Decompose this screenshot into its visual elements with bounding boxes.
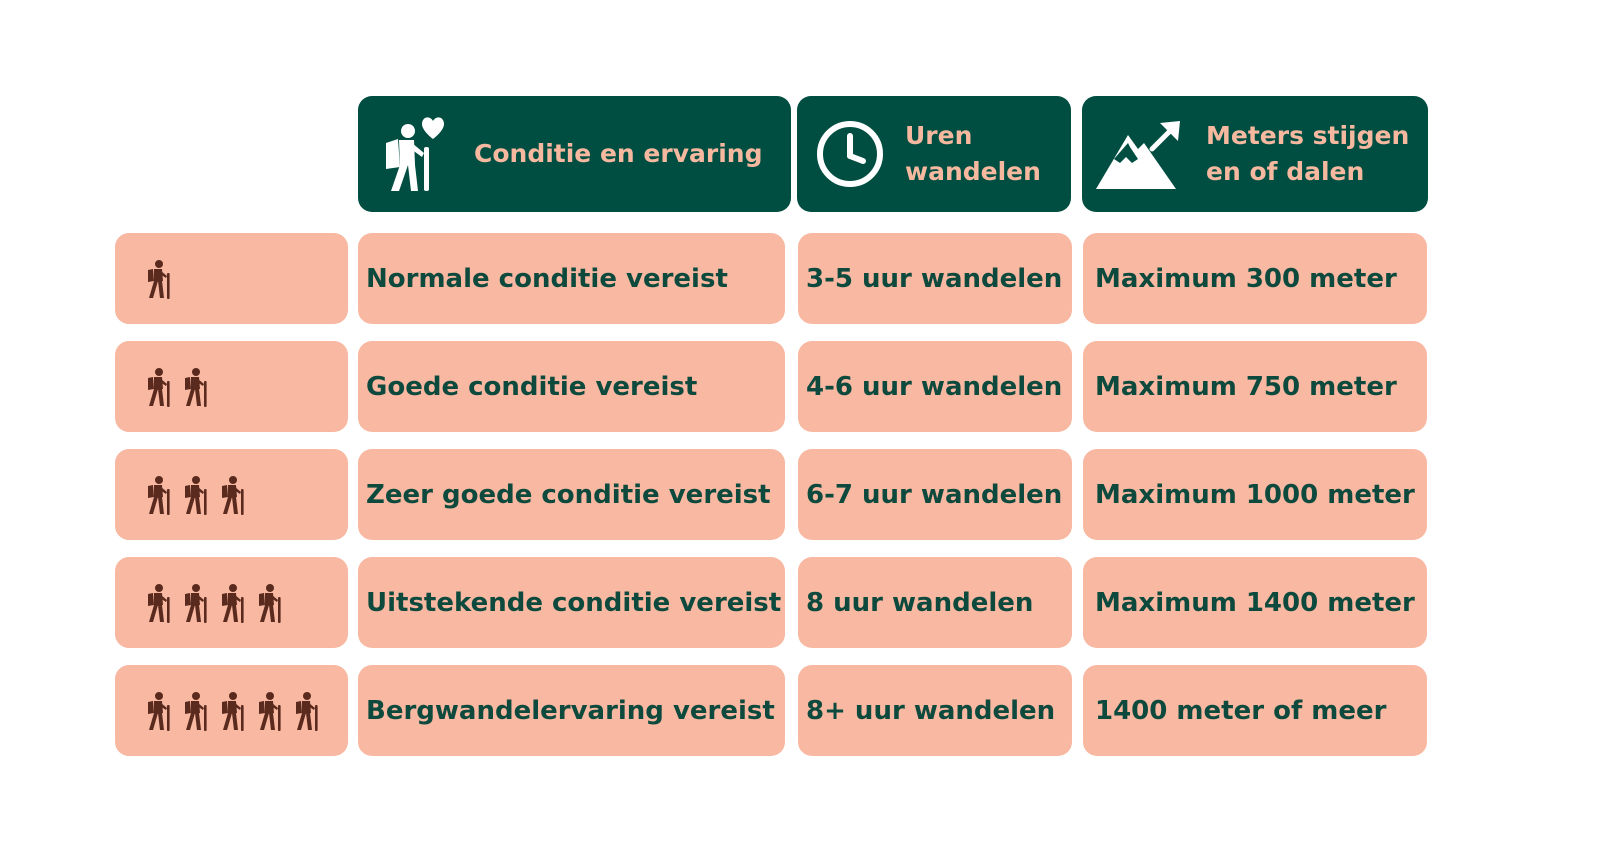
uren-cell-text: 3-5 uur wandelen [806, 263, 1063, 294]
header-meters-line2: en of dalen [1206, 157, 1365, 186]
conditie-cell [358, 557, 785, 648]
meters-cell-text: 1400 meter of meer [1095, 695, 1387, 726]
uren-cell-text: 8+ uur wandelen [806, 695, 1056, 726]
conditie-cell-text: Goede conditie vereist [366, 371, 698, 402]
hiker-icon [141, 367, 175, 407]
uren-cell [798, 557, 1072, 648]
conditie-cell [358, 449, 785, 540]
meters-cell [1083, 665, 1427, 756]
meters-cell-text: Maximum 750 meter [1095, 371, 1397, 402]
hiker-icons [141, 259, 175, 299]
hiker-icons [141, 475, 249, 515]
hiker-icon [141, 583, 175, 623]
uren-cell-text: 8 uur wandelen [806, 587, 1034, 618]
hiker-icon [252, 583, 286, 623]
hiker-icon [252, 691, 286, 731]
header-meters-label [1206, 118, 1409, 190]
header-meters [1082, 96, 1428, 212]
header-conditie [358, 96, 791, 212]
uren-cell [798, 665, 1072, 756]
hiker-icon [141, 691, 175, 731]
hiker-icon [178, 475, 212, 515]
hiker-icon [215, 691, 249, 731]
hiker-icons [141, 583, 286, 623]
uren-cell [798, 233, 1072, 324]
mountain-arrow-icon [1094, 117, 1184, 191]
conditie-cell-text: Zeer goede conditie vereist [366, 479, 771, 510]
uren-cell [798, 341, 1072, 432]
conditie-cell-text: Bergwandelervaring vereist [366, 695, 775, 726]
difficulty-level-cell [115, 557, 348, 648]
uren-cell-text: 6-7 uur wandelen [806, 479, 1063, 510]
meters-cell-text: Maximum 1400 meter [1095, 587, 1415, 618]
meters-cell-text: Maximum 300 meter [1095, 263, 1397, 294]
hiker-icon [215, 475, 249, 515]
header-conditie-label: Conditie en ervaring [474, 139, 763, 168]
hiker-icon [215, 583, 249, 623]
header-uren [797, 96, 1071, 212]
header-meters-line1: Meters stijgen [1206, 121, 1410, 150]
difficulty-level-cell [115, 233, 348, 324]
conditie-cell [358, 233, 785, 324]
meters-cell [1083, 449, 1427, 540]
header-uren-line2: wandelen [905, 157, 1041, 186]
meters-cell [1083, 233, 1427, 324]
header-uren-line1: Uren [905, 121, 973, 150]
uren-cell [798, 449, 1072, 540]
hiker-icon [289, 691, 323, 731]
hiker-icons [141, 367, 212, 407]
hiker-icon [178, 367, 212, 407]
difficulty-level-cell [115, 341, 348, 432]
hiker-icon [141, 475, 175, 515]
conditie-cell-text: Normale conditie vereist [366, 263, 728, 294]
uren-cell-text: 4-6 uur wandelen [806, 371, 1063, 402]
conditie-cell-text: Uitstekende conditie vereist [366, 587, 782, 618]
hiker-icon [141, 259, 175, 299]
hiker-heart-icon [378, 115, 444, 193]
meters-cell-text: Maximum 1000 meter [1095, 479, 1415, 510]
hiker-icon [178, 691, 212, 731]
conditie-cell [358, 665, 785, 756]
difficulty-level-cell [115, 449, 348, 540]
hiker-icons [141, 691, 323, 731]
conditie-cell [358, 341, 785, 432]
difficulty-level-cell [115, 665, 348, 756]
meters-cell [1083, 341, 1427, 432]
meters-cell [1083, 557, 1427, 648]
clock-icon [815, 119, 885, 189]
header-uren-label [905, 118, 1041, 190]
hiker-icon [178, 583, 212, 623]
